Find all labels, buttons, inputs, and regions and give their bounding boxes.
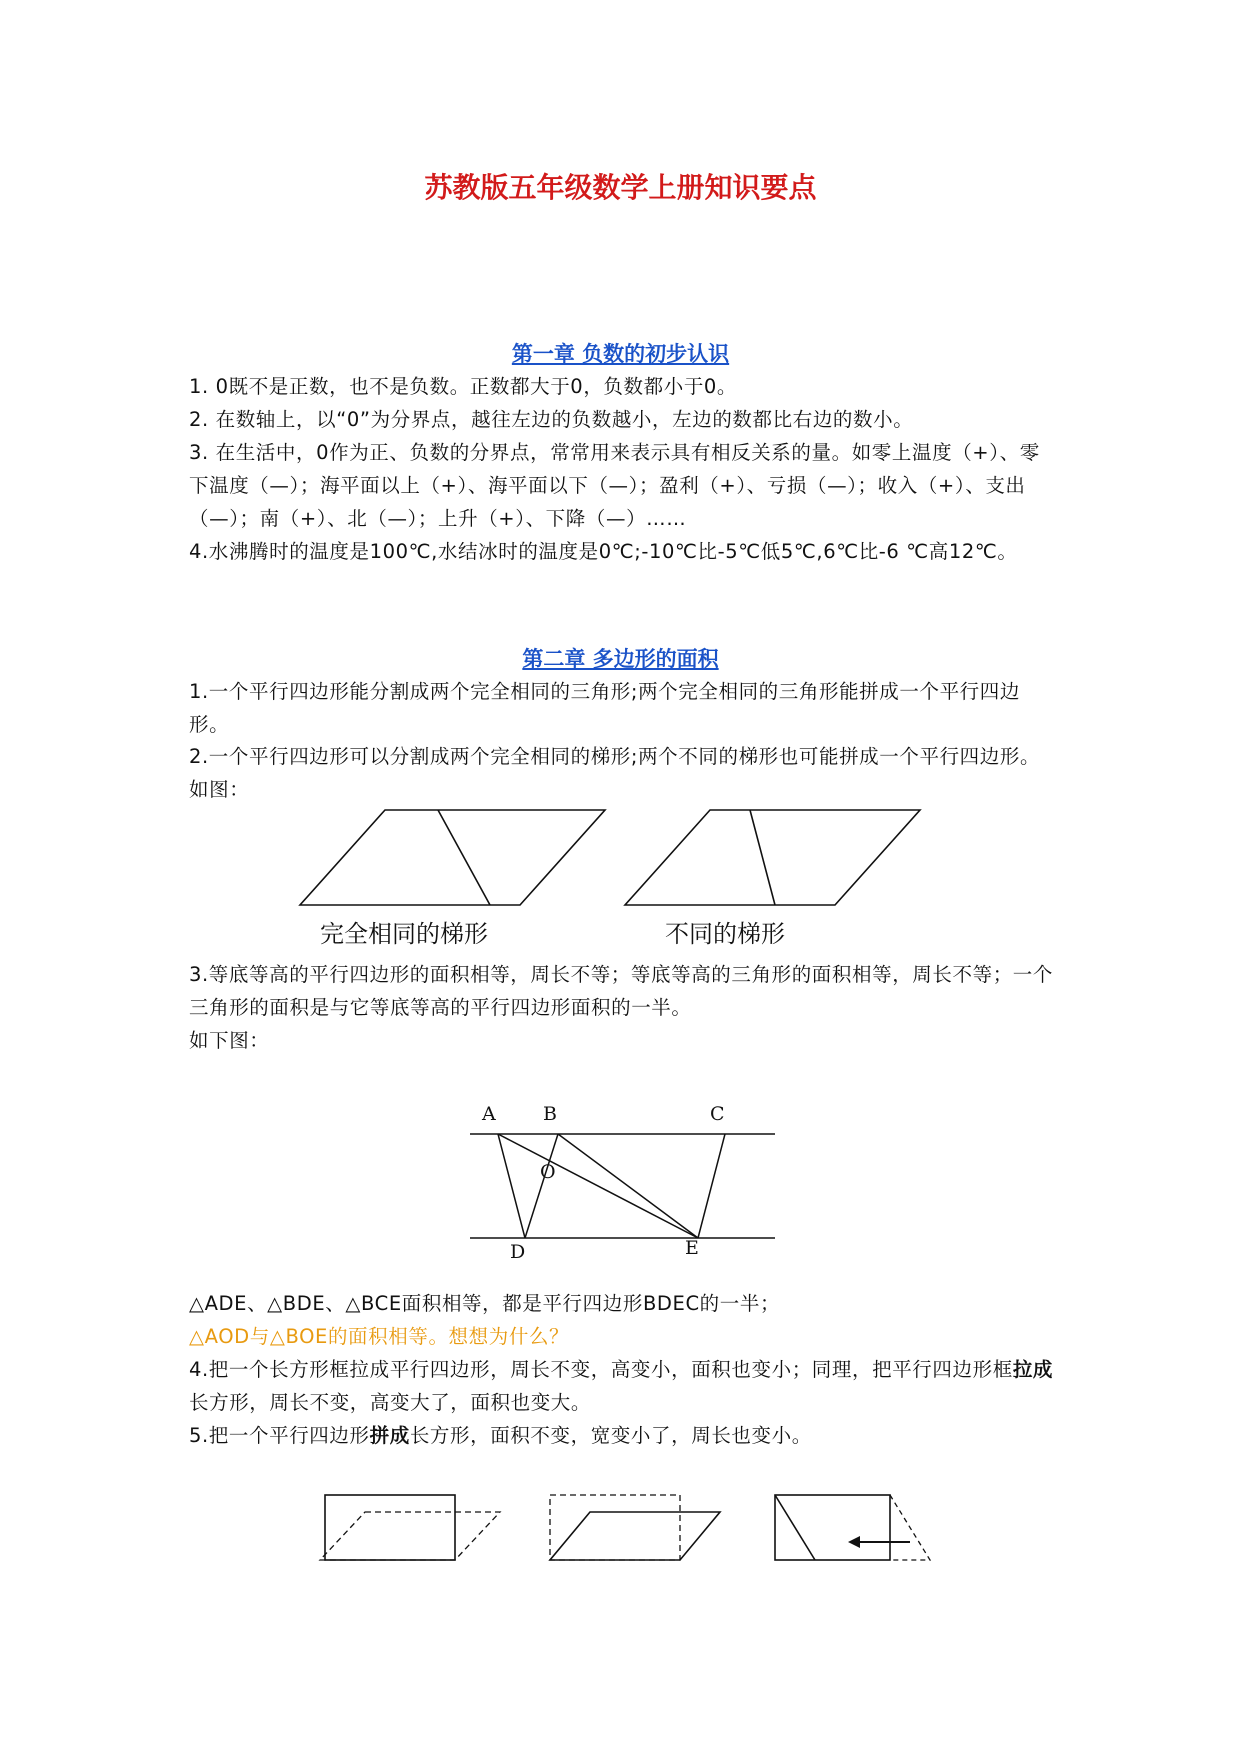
label-O: O [540, 1161, 556, 1183]
chapter-2-item-4: 4.把一个长方形框拉成平行四边形，周长不变，高变小，面积也变小；同理，把平行四边形框拉成长方形，周长不变，高变大了，面积也变大。 [189, 1358, 1054, 1414]
segment-AD [498, 1134, 525, 1238]
chapter-2-title: 第二章 多边形的面积 [522, 647, 719, 671]
chapter-1-title: 第一章 负数的初步认识 [511, 342, 730, 366]
parallelogram-cut-to-rectangle-3 [775, 1495, 930, 1560]
trapezoid-figure [300, 800, 950, 960]
chapter-1-item-1: 1. 0既不是正数，也不是负数。正数都大于0，负数都小于0。 [189, 375, 738, 398]
triangle-figure [460, 1090, 790, 1263]
label-E: E [685, 1237, 699, 1259]
cut-line-different [750, 810, 775, 905]
parallelogram-identical-trapezoids [300, 810, 605, 905]
segment-AE [498, 1134, 698, 1238]
chapter-2-item-1: 1.一个平行四边形能分割成两个完全相同的三角形;两个完全相同的三角形能拼成一个平行四边形。 [189, 680, 1020, 736]
caption-different-trapezoids: 不同的梯形 [665, 920, 785, 948]
segment-BE [558, 1134, 698, 1238]
label-D: D [510, 1241, 526, 1263]
label-A: A [482, 1103, 496, 1125]
rectangle-to-parallelogram-1 [320, 1495, 500, 1560]
cut-line-identical [438, 810, 490, 905]
segment-BD [525, 1134, 558, 1238]
arrow-head [848, 1536, 860, 1548]
rectangle-parallelogram-figure [320, 1490, 940, 1570]
chapter-2-item-3: 3.等底等高的平行四边形的面积相等，周长不等；等底等高的三角形的面积相等，周长不等；一个三角形的面积是与它等底等高的平行四边形面积的一半。 [189, 963, 1054, 1019]
chapter-2-item-2: 2.一个平行四边形可以分割成两个完全相同的梯形;两个不同的梯形也可能拼成一个平行四边形。如图： [189, 745, 1041, 801]
chapter-2-item-5: 5.把一个平行四边形拼成长方形，面积不变，宽变小了，周长也变小。 [189, 1424, 812, 1447]
chapter-2-note-1: △ADE、△BDE、△BCE面积相等，都是平行四边形BDEC的一半； [189, 1292, 781, 1315]
chapter-1-item-2: 2. 在数轴上，以“0”为分界点，越往左边的负数越小，左边的数都比右边的数小。 [189, 408, 914, 431]
segment-CE [698, 1134, 725, 1238]
chapter-1-item-4: 4.水沸腾时的温度是100℃,水结冰时的温度是0℃;-10℃比-5℃低5℃,6℃比-6 ℃高12℃。 [189, 540, 1018, 563]
chapter-1-item-3: 3. 在生活中，0作为正、负数的分界点，常常用来表示具有相反关系的量。如零上温度（+）、零下温度（—）；海平面以上（+）、海平面以下（—）；盈利（+）、亏损（—）；收入（+）、支出（—）；南（+）、北（—）；上升（+）、下降（—）…… [189, 441, 1040, 530]
parallelogram-in-rectangle-2 [550, 1495, 720, 1560]
parallelogram-different-trapezoids [625, 810, 920, 905]
label-B: B [543, 1103, 557, 1125]
caption-identical-trapezoids: 完全相同的梯形 [320, 920, 488, 948]
label-C: C [710, 1103, 725, 1125]
chapter-2-note-2: △AOD与△BOE的面积相等。想想为什么？ [189, 1325, 570, 1348]
chapter-2-item-3-tail: 如下图： [189, 1029, 270, 1052]
page-title: 苏教版五年级数学上册知识要点 [424, 171, 817, 204]
